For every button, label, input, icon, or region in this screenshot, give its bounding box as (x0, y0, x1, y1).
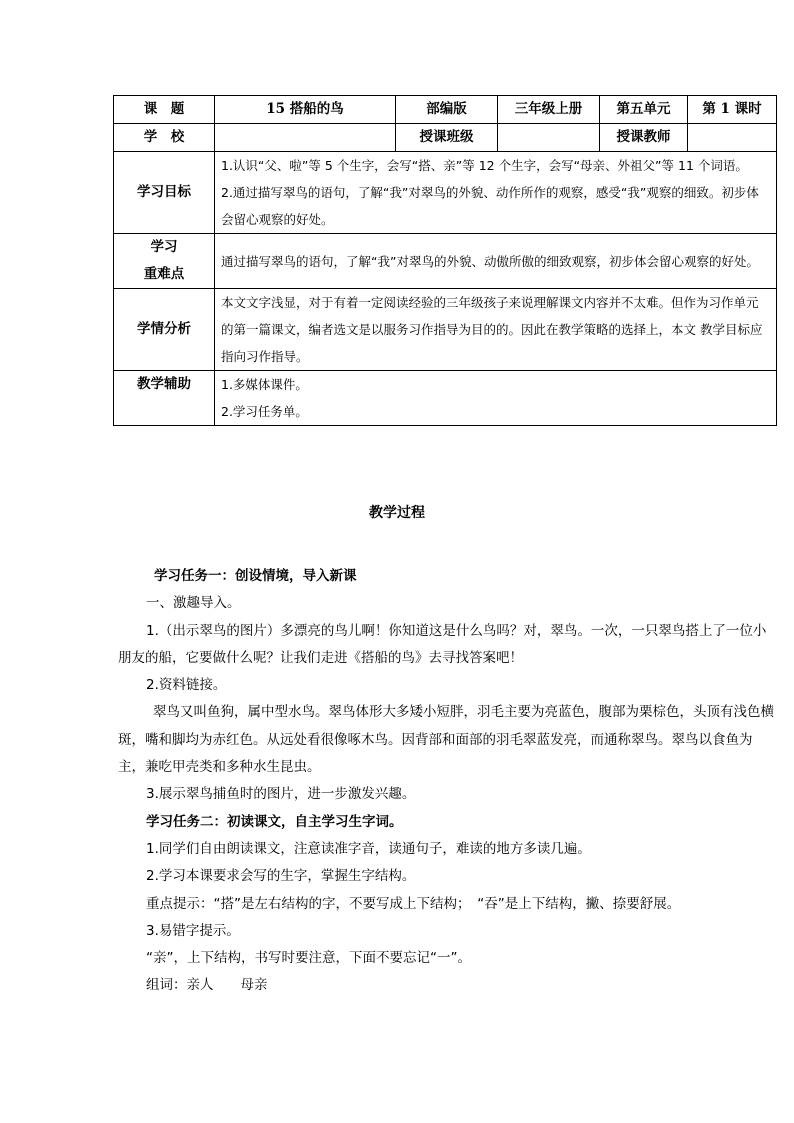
table-row (114, 371, 777, 426)
paragraph: 2.资料链接。 (146, 677, 227, 694)
table-row (114, 234, 777, 289)
objective-line: 1.认识“父、啦”等 5 个生字，会写“搭、亲”等 12 个生字，会写“母亲、外祖父”等 11 个词语。 (221, 158, 748, 173)
table-row (114, 96, 777, 124)
grade: 三年级上册 (498, 96, 600, 124)
task-heading-2: 学习任务二：初读课文，自主学习生字词。 (146, 813, 403, 830)
key-points-content: 通过描写翠鸟的语句，了解“我”对翠鸟的外貌、动傲所傲的细致观察，初步体会留心观察的好处。 (215, 234, 777, 289)
key-points-label-line1: 学习 (150, 239, 178, 255)
lesson-label: 课 题 (114, 96, 215, 124)
aids-label: 教学辅助 (114, 371, 215, 426)
teacher-label: 授课教师 (600, 124, 688, 152)
paragraph: 3.展示翠鸟捕鱼时的图片，进一步激发兴趣。 (146, 786, 416, 803)
aids-content (215, 371, 777, 426)
paragraph: 重点提示：“搭”是左右结构的字，不要写成上下结构； “吞”是上下结构，撇、捺要舒展。 (146, 895, 681, 912)
table-row (114, 289, 777, 371)
class-label: 授课班级 (396, 124, 498, 152)
section-title: 教学过程 (369, 505, 425, 521)
table-row (114, 124, 777, 152)
key-points-label-line2: 重难点 (143, 266, 185, 282)
teacher-value (688, 124, 777, 152)
analysis-content: 本文文字浅显，对于有着一定阅读经验的三年级孩子来说理解课文内容并不太难。但作为习作单元的第一篇课文，编者选文是以服务习作指导为目的的。因此在教学策略的选择上，本文 教学目标应指向习作指导。 (215, 289, 777, 371)
lesson-body (118, 563, 776, 1000)
aid-item: 2.学习任务单。 (221, 404, 308, 419)
paragraph: 3.易错字提示。 (146, 922, 240, 939)
unit: 第五单元 (600, 96, 688, 124)
table-row (114, 152, 777, 234)
paragraph: 翠鸟又叫鱼狗，属中型水鸟。翠鸟体形大多矮小短胖，羽毛主要为亮蓝色，腹部为栗棕色，头顶有浅色横斑，嘴和脚均为赤红色。从远处看很像啄木鸟。因背部和面部的羽毛翠蓝发亮，而通称翠鸟。翠鸟以食鱼为主，兼吃甲壳类和多种水生昆虫。 (118, 704, 774, 776)
analysis-label: 学情分析 (114, 289, 215, 371)
objectives-content (215, 152, 777, 234)
school-label: 学 校 (114, 124, 215, 152)
paragraph: “亲”，上下结构，书写时要注意，下面不要忘记“一”。 (146, 950, 471, 967)
task-heading-1: 学习任务一：创设情境，导入新课 (154, 568, 357, 584)
paragraph: 1.同学们自由朗读课文，注意读准字音，读通句子，难读的地方多读几遍。 (146, 840, 591, 857)
key-points-label (114, 234, 215, 289)
period: 第 1 课时 (688, 96, 777, 124)
objective-line: 2.通过描写翠鸟的语句，了解“我”对翠鸟的外貌、动作所作的观察，感受“我”观察的细致。初步体会留心观察的好处。 (221, 185, 759, 227)
paragraph: 组词：亲人 母亲 (146, 977, 268, 994)
paragraph: 一、激趣导入。 (146, 595, 241, 612)
lesson-info-table (113, 95, 777, 426)
class-value (498, 124, 600, 152)
school-value (215, 124, 396, 152)
paragraph: 1.（出示翠鸟的图片）多漂亮的鸟儿啊！你知道这是什么鸟吗？对，翠鸟。一次，一只翠鸟搭上了一位小朋友的船，它要做什么呢？让我们走进《搭船的鸟》去寻找答案吧！ (118, 622, 767, 666)
aid-item: 1.多媒体课件。 (221, 377, 308, 392)
objectives-label: 学习目标 (114, 152, 215, 234)
paragraph: 2.学习本课要求会写的生字，掌握生字结构。 (146, 868, 416, 885)
lesson-title: 15 搭船的鸟 (215, 96, 396, 124)
edition: 部编版 (396, 96, 498, 124)
